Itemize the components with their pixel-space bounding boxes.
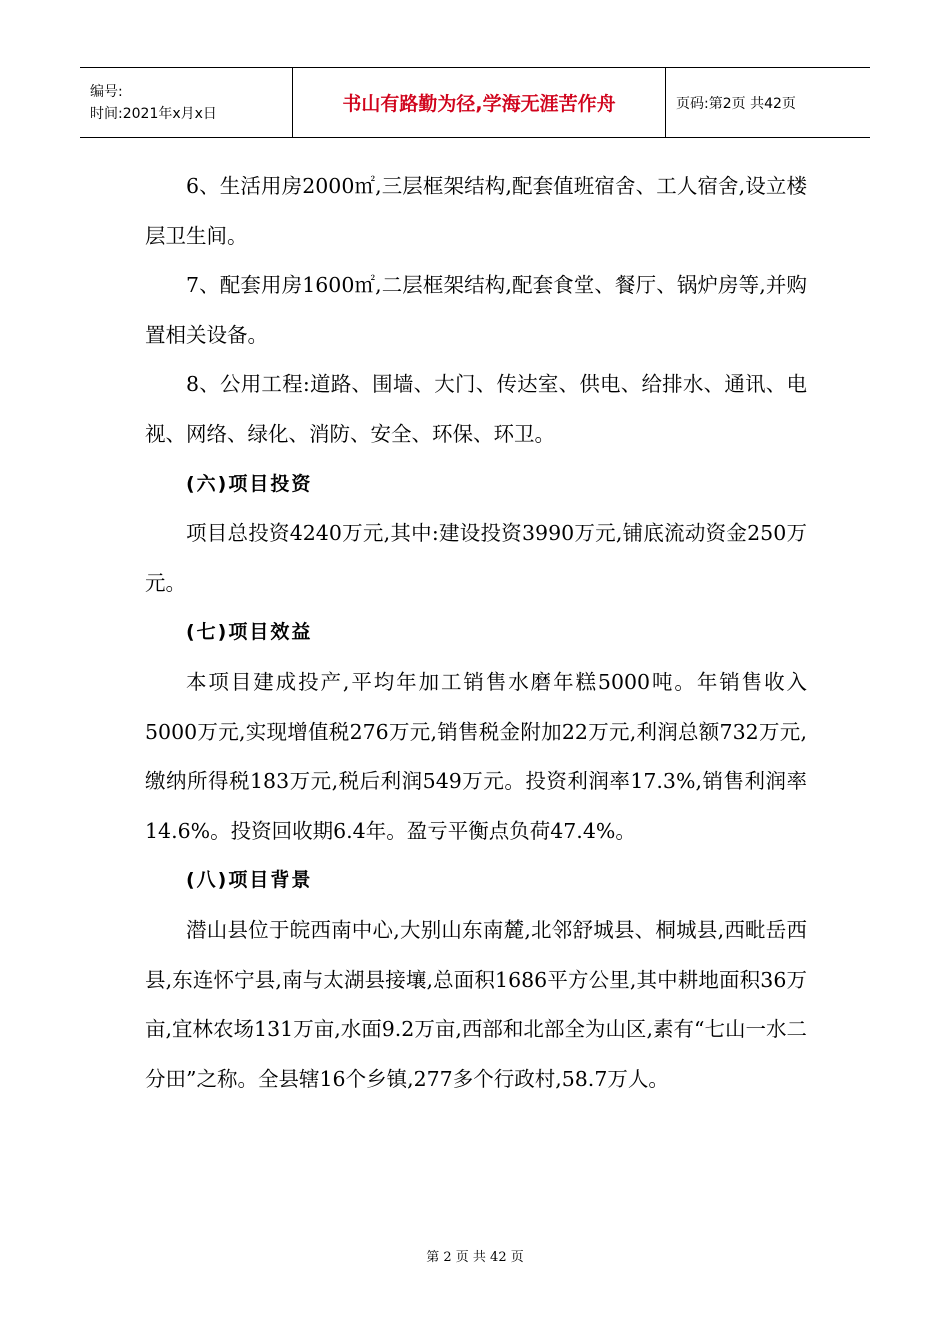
time-label: 时间:2021年x月x日	[90, 105, 217, 122]
number-label: 编号:	[90, 83, 123, 100]
motto-text: 书山有路勤为径,学海无涯苦作舟	[342, 93, 616, 115]
paragraph: 8、公用工程:道路、围墙、大门、传达室、供电、给排水、通讯、电视、网络、绿化、消防、安全、环保、环卫。	[145, 372, 807, 446]
document-body	[145, 162, 807, 1104]
header-page	[666, 68, 870, 137]
paragraph: 6、生活用房2000㎡,三层框架结构,配套值班宿舍、工人宿舍,设立楼层卫生间。	[145, 174, 807, 248]
header-motto	[292, 68, 666, 137]
page-footer: 第 2 页 共 42 页	[426, 1250, 524, 1265]
document-header	[80, 67, 870, 138]
paragraph: 潜山县位于皖西南中心,大别山东南麓,北邻舒城县、桐城县,西毗岳西县,东连怀宁县,南与太湖县接壤,总面积1686平方公里,其中耕地面积36万亩,宜林农场131万亩,水面9.2万亩,西部和北部全为山区,素有“七山一水二分田”之称。全县辖16个乡镇,277多个行政村,58.7万人。	[145, 917, 807, 1091]
paragraph: 项目总投资4240万元,其中:建设投资3990万元,铺底流动资金250万元。	[145, 521, 807, 595]
section-heading: (七)项目效益	[186, 621, 313, 644]
page-label: 页码:第2页 共42页	[676, 95, 796, 112]
paragraph: 7、配套用房1600㎡,二层框架结构,配套食堂、餐厅、锅炉房等,并购置相关设备。	[145, 273, 807, 347]
section-heading: (六)项目投资	[186, 472, 313, 495]
section-heading: (八)项目背景	[186, 869, 313, 892]
header-meta	[80, 68, 292, 137]
paragraph: 本项目建成投产,平均年加工销售水磨年糕5000吨。年销售收入5000万元,实现增值税276万元,销售税金附加22万元,利润总额732万元,缴纳所得税183万元,税后利润549万元。投资利润率17.3%,销售利润率14.6%。投资回收期6.4年。盈亏平衡点负荷47.4%。	[145, 669, 807, 843]
